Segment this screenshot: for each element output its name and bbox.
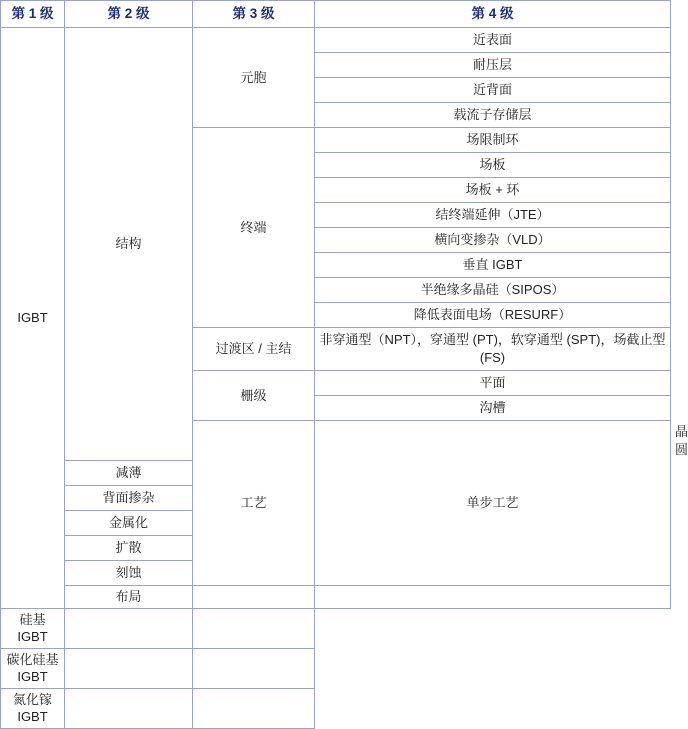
- cell-level4-item: 横向变掺杂（VLD）: [315, 228, 671, 253]
- cell-level4-item: 金属化: [65, 511, 193, 536]
- table-row: [1, 608, 671, 648]
- cell-level2-layout: 布局: [65, 586, 193, 609]
- cell-level4-item: 沟槽: [315, 396, 671, 421]
- cell-level2-gan: 氮化镓 IGBT: [1, 688, 65, 728]
- cell-level2-structure: 结构: [65, 28, 193, 461]
- table-row: [1, 28, 671, 53]
- cell-level2-process: 工艺: [193, 421, 315, 586]
- table-row: [1, 586, 671, 609]
- table-row: [1, 648, 671, 688]
- cell-level4-item: 刻蚀: [65, 561, 193, 586]
- cell-empty: [315, 586, 671, 609]
- cell-level4-item: 垂直 IGBT: [315, 253, 671, 278]
- cell-level3-terminal: 终端: [193, 128, 315, 328]
- cell-level4-item: 扩散: [65, 536, 193, 561]
- table-header-row: [1, 1, 671, 28]
- cell-level3-single-step: 单步工艺: [315, 421, 671, 586]
- cell-level4-item: 近背面: [315, 78, 671, 103]
- cell-level4-item: 载流子存储层: [315, 103, 671, 128]
- cell-level4-item: 场板: [315, 153, 671, 178]
- cell-level2-silicon: 硅基 IGBT: [1, 608, 65, 648]
- cell-empty: [193, 586, 315, 609]
- cell-level2-sic: 碳化硅基 IGBT: [1, 648, 65, 688]
- cell-empty: [65, 688, 193, 728]
- cell-level4-item: 场板 + 环: [315, 178, 671, 203]
- cell-level3-transition: 过渡区 / 主结: [193, 328, 315, 371]
- cell-level4-item: 非穿通型（NPT），穿通型 (PT)，软穿通型 (SPT)，场截止型 (FS): [315, 328, 671, 371]
- cell-level3-gate: 栅级: [193, 371, 315, 421]
- cell-level4-item: 场限制环: [315, 128, 671, 153]
- cell-empty: [193, 688, 315, 728]
- cell-level4-item: 平面: [315, 371, 671, 396]
- cell-root-igbt: IGBT: [1, 28, 65, 609]
- table-row: [1, 688, 671, 728]
- column-header-level2: 第 2 级: [65, 1, 193, 28]
- cell-level3-cell: 元胞: [193, 28, 315, 128]
- column-header-level1: 第 1 级: [1, 1, 65, 28]
- cell-level4-item: 近表面: [315, 28, 671, 53]
- column-header-level3: 第 3 级: [193, 1, 315, 28]
- cell-level4-item: 减薄: [65, 461, 193, 486]
- cell-empty: [65, 648, 193, 688]
- cell-empty: [65, 608, 193, 648]
- cell-level4-item: 半绝缘多晶硅（SIPOS）: [315, 278, 671, 303]
- cell-level4-item: 结终端延伸（JTE）: [315, 203, 671, 228]
- column-header-level4: 第 4 级: [315, 1, 671, 28]
- cell-empty: [193, 648, 315, 688]
- cell-level4-item: 背面掺杂: [65, 486, 193, 511]
- table-row: 工艺 单步工艺 晶圆: [1, 421, 671, 461]
- cell-level4-item: 降低表面电场（RESURF）: [315, 303, 671, 328]
- cell-empty: [193, 608, 315, 648]
- cell-level4-item: 耐压层: [315, 53, 671, 78]
